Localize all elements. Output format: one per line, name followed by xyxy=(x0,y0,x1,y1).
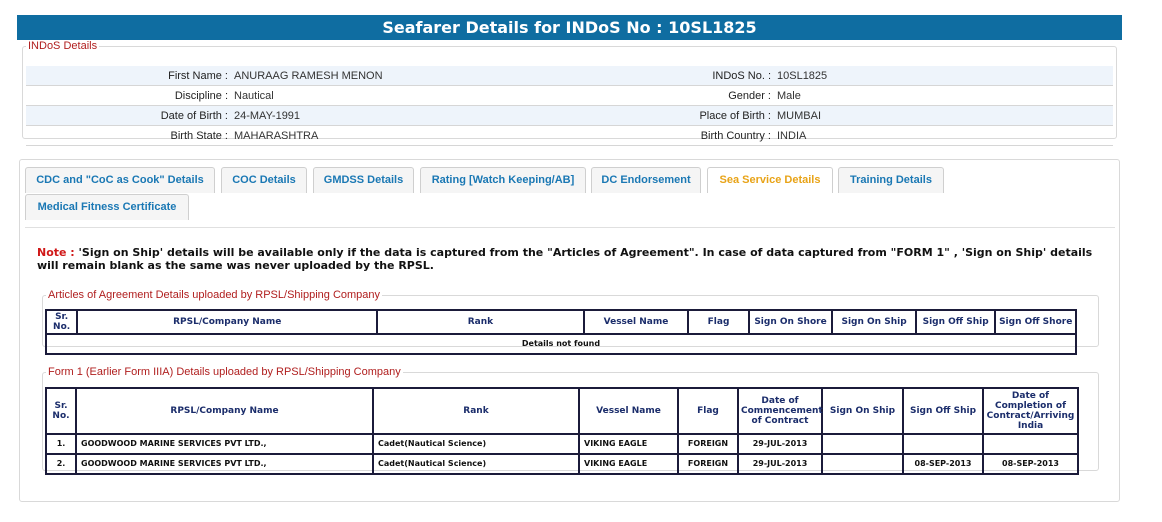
table-row xyxy=(46,454,1078,474)
tab-training-details[interactable]: Training Details xyxy=(838,167,944,193)
company-name-cell: GOODWOOD MARINE SERVICES PVT LTD., xyxy=(76,434,373,454)
discipline-value: Nautical xyxy=(234,90,274,102)
place-of-birth-value: MUMBAI xyxy=(777,110,821,122)
date-of-birth-label: Date of Birth : xyxy=(160,110,228,122)
vessel-name-cell: VIKING EAGLE xyxy=(579,434,678,454)
tab-medical-fitness-certificate[interactable]: Medical Fitness Certificate xyxy=(25,194,189,220)
sr-no-cell: 2. xyxy=(46,454,76,474)
sign-on-ship-note xyxy=(37,246,1107,272)
col-sr-no: Sr. No. xyxy=(46,310,77,334)
form1-panel xyxy=(42,366,1099,471)
first-name-label: First Name : xyxy=(168,70,228,82)
form1-table xyxy=(45,387,1079,475)
col-rank: Rank xyxy=(373,388,579,434)
sign-off-ship-cell: 08-SEP-2013 xyxy=(903,454,983,474)
tab-gmdss-details[interactable]: GMDSS Details xyxy=(313,167,414,193)
indos-row xyxy=(26,106,1113,126)
col-date-of-commencement: Date of Commencement of Contract xyxy=(738,388,822,434)
col-sign-off-ship: Sign Off Ship xyxy=(916,310,996,334)
col-rpsl-company-name: RPSL/Company Name xyxy=(77,310,377,334)
col-rpsl-company-name: RPSL/Company Name xyxy=(76,388,373,434)
articles-of-agreement-panel xyxy=(42,289,1099,347)
indos-no-value: 10SL1825 xyxy=(777,70,828,82)
flag-cell: FOREIGN xyxy=(678,434,738,454)
tab-sea-service-details[interactable]: Sea Service Details xyxy=(707,167,833,193)
tab-divider xyxy=(25,227,1115,228)
gender-value: Male xyxy=(777,90,801,102)
sign-on-ship-cell xyxy=(822,454,903,474)
commencement-date-cell: 29-JUL-2013 xyxy=(738,454,822,474)
discipline-label: Discipline : xyxy=(174,90,228,102)
flag-cell: FOREIGN xyxy=(678,454,738,474)
completion-date-cell: 08-SEP-2013 xyxy=(983,454,1078,474)
note-text: 'Sign on Ship' details will be available only if the data is captured from the "Articles of Agreement". In case of data captured from "FORM 1" , 'Sign on Ship' details will remain blank as the same was never uploaded by the RPSL. xyxy=(37,246,1093,272)
articles-legend: Articles of Agreement Details uploaded by RPSL/Shipping Company xyxy=(48,289,381,301)
note-label: Note : xyxy=(37,246,75,259)
col-sign-off-shore: Sign Off Shore xyxy=(995,310,1076,334)
birth-state-label: Birth State : xyxy=(170,130,228,142)
gender-label: Gender : xyxy=(728,90,771,102)
first-name-value: ANURAAG RAMESH MENON xyxy=(234,70,383,82)
rank-cell: Cadet(Nautical Science) xyxy=(373,434,579,454)
completion-date-cell xyxy=(983,434,1078,454)
indos-details-panel xyxy=(22,40,1117,142)
sr-no-cell: 1. xyxy=(46,434,76,454)
vessel-name-cell: VIKING EAGLE xyxy=(579,454,678,474)
commencement-date-cell: 29-JUL-2013 xyxy=(738,434,822,454)
form1-legend: Form 1 (Earlier Form IIIA) Details uploaded by RPSL/Shipping Company xyxy=(48,366,401,378)
sign-on-ship-cell xyxy=(822,434,903,454)
col-rank: Rank xyxy=(377,310,583,334)
tab-coc-details[interactable]: COC Details xyxy=(221,167,307,193)
tab-dc-endorsement[interactable]: DC Endorsement xyxy=(591,167,701,193)
tab-rating-watch-keeping[interactable]: Rating [Watch Keeping/AB] xyxy=(420,167,586,193)
articles-table xyxy=(45,309,1077,355)
col-sign-on-shore: Sign On Shore xyxy=(749,310,833,334)
page-title: Seafarer Details for INDoS No : 10SL1825 xyxy=(17,15,1122,40)
company-name-cell: GOODWOOD MARINE SERVICES PVT LTD., xyxy=(76,454,373,474)
col-sign-on-ship: Sign On Ship xyxy=(822,388,903,434)
articles-header-row xyxy=(46,310,1076,334)
birth-state-value: MAHARASHTRA xyxy=(234,130,319,142)
details-tab-panel xyxy=(19,159,1120,502)
details-not-found-message: Details not found xyxy=(46,334,1076,354)
col-sign-off-ship: Sign Off Ship xyxy=(903,388,983,434)
indos-no-label: INDoS No. : xyxy=(712,70,771,82)
tab-cdc-coc-cook[interactable]: CDC and "CoC as Cook" Details xyxy=(25,167,215,193)
form1-header-row xyxy=(46,388,1078,434)
rank-cell: Cadet(Nautical Science) xyxy=(373,454,579,474)
col-flag: Flag xyxy=(678,388,738,434)
date-of-birth-value: 24-MAY-1991 xyxy=(234,110,301,122)
indos-row xyxy=(26,66,1113,86)
indos-details-grid xyxy=(26,66,1113,146)
col-date-of-completion: Date of Completion of Contract/Arriving India xyxy=(983,388,1078,434)
birth-country-value: INDIA xyxy=(777,130,807,142)
sign-off-ship-cell xyxy=(903,434,983,454)
col-sign-on-ship: Sign On Ship xyxy=(832,310,916,334)
col-vessel-name: Vessel Name xyxy=(584,310,689,334)
indos-row xyxy=(26,86,1113,106)
indos-details-legend: INDoS Details xyxy=(28,40,98,52)
indos-row xyxy=(26,126,1113,146)
birth-country-label: Birth Country : xyxy=(700,130,771,142)
col-vessel-name: Vessel Name xyxy=(579,388,678,434)
articles-empty-row xyxy=(46,334,1076,354)
col-sr-no: Sr. No. xyxy=(46,388,76,434)
place-of-birth-label: Place of Birth : xyxy=(699,110,771,122)
table-row xyxy=(46,434,1078,454)
col-flag: Flag xyxy=(688,310,748,334)
